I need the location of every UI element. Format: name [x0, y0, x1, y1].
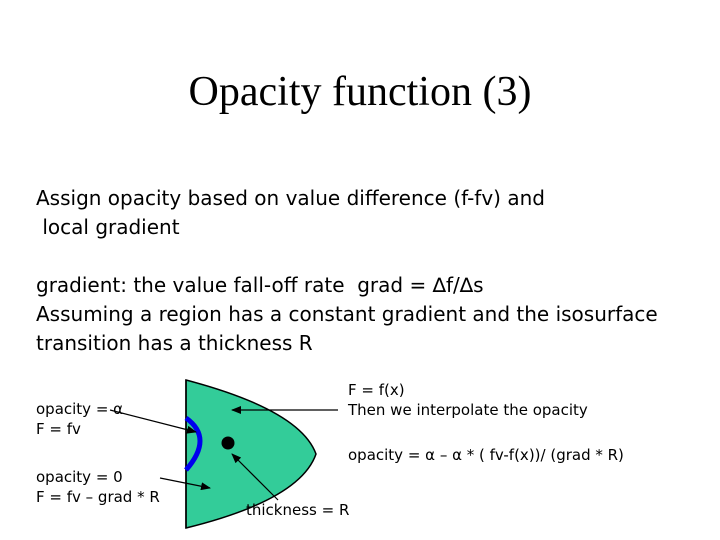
- paragraph-gradient-line1: gradient: the value fall-off rate grad = ∆f/∆s: [36, 273, 484, 297]
- slide-title: Opacity function (3): [188, 69, 532, 115]
- label-f-of-x: F = f(x): [348, 381, 405, 399]
- paragraph-assign-line2: local gradient: [36, 215, 180, 239]
- label-f-equals-fv: F = fv: [36, 420, 81, 438]
- label-opacity-alpha: opacity = α: [36, 400, 124, 418]
- label-opacity-zero: opacity = 0: [36, 468, 123, 486]
- paragraph-assign-line1: Assign opacity based on value difference (f-fv) and: [36, 186, 545, 210]
- label-opacity-formula: opacity = α – α * ( fv-f(x))/ (grad * R): [348, 446, 624, 464]
- label-interpolate: Then we interpolate the opacity: [348, 401, 588, 419]
- sample-point: [222, 437, 235, 450]
- label-thickness: thickness = R: [246, 501, 350, 519]
- paragraph-gradient-line3: transition has a thickness R: [36, 331, 313, 355]
- paragraph-gradient-line2: Assuming a region has a constant gradient and the isosurface: [36, 302, 658, 326]
- label-f-fv-minus-grad: F = fv – grad * R: [36, 488, 160, 506]
